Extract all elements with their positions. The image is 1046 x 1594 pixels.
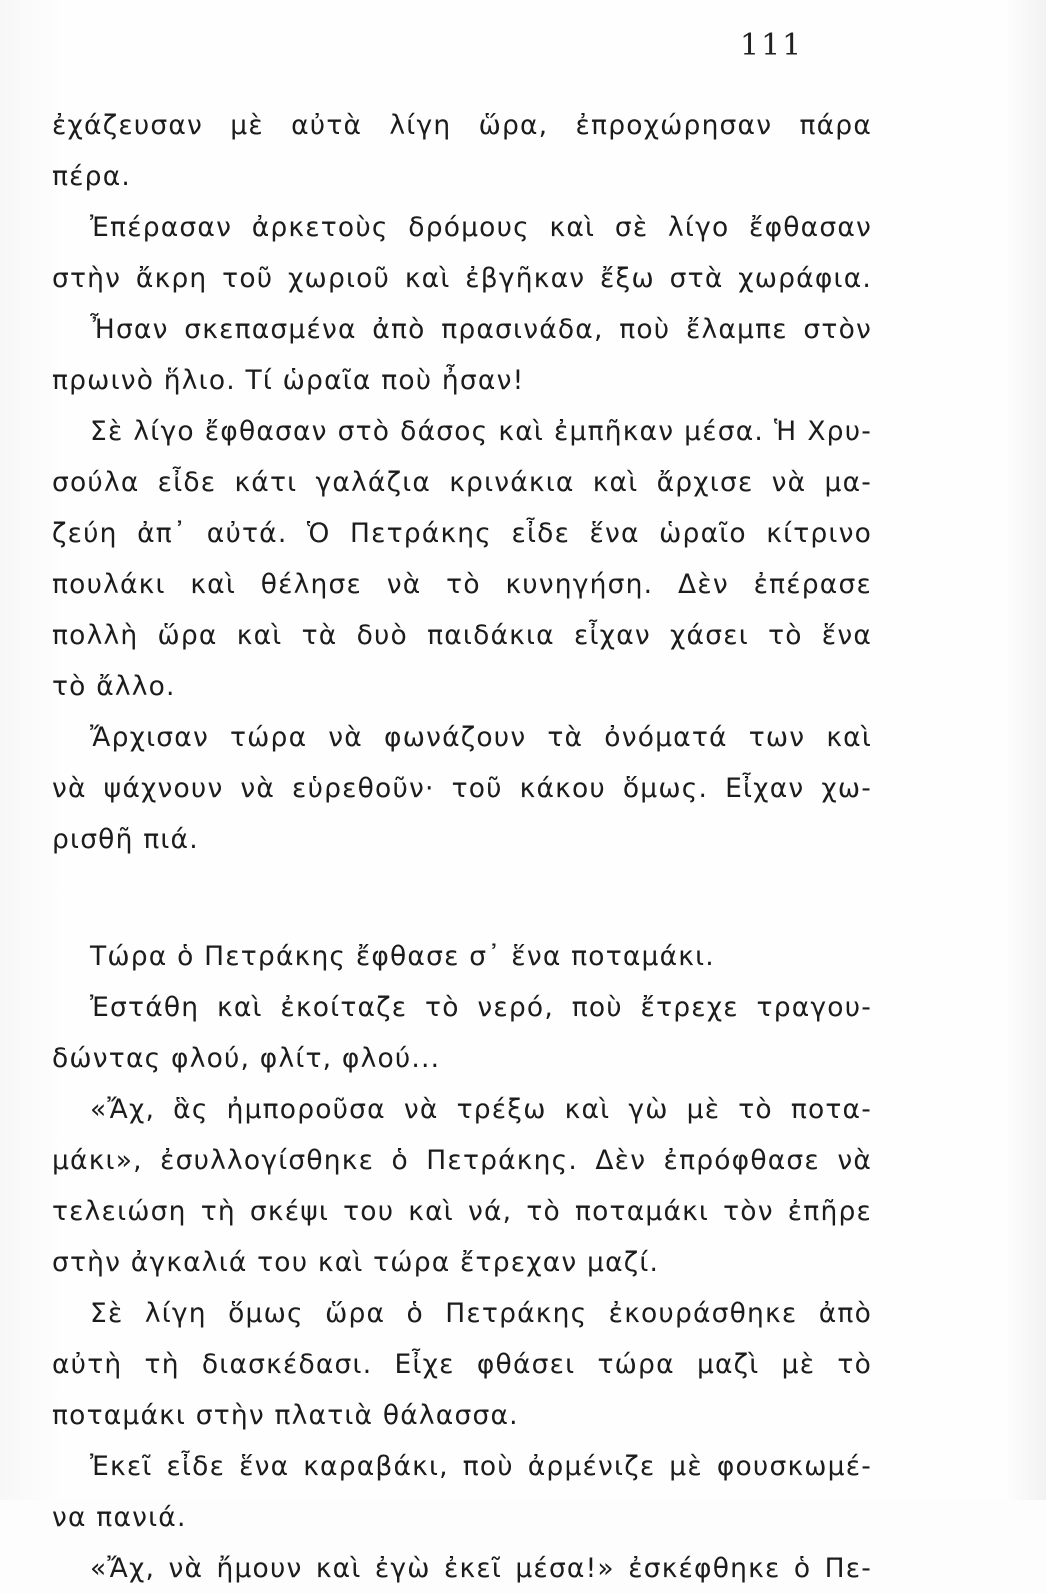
text-line: δώντας φλού, φλίτ, φλού... [52,1043,441,1074]
text-line: στὴν ἄκρη τοῦ χωριοῦ καὶ ἐβγῆκαν ἔξω στὰ χωράφια. [52,263,872,294]
page-number: 111 [740,28,804,63]
text-line: Τώρα ὁ Πετράκης ἔφθασε σ᾽ ἕνα ποταμάκι. [90,941,715,972]
text-line: πέρα. [52,161,131,192]
text-line: τὸ ἄλλο. [52,671,176,702]
text-line: ρισθῆ πιά. [52,824,199,855]
text-line: πουλάκι καὶ θέλησε νὰ τὸ κυνηγήση. Δὲν ἐπέρασε [52,569,872,600]
text-line: νὰ ψάχνουν νὰ εὑρεθοῦν· τοῦ κάκου ὅμως. Εἶχαν χω- [52,773,872,804]
body-text [52,100,872,1594]
text-line: ζεύη ἀπ᾽ αὐτά. Ὁ Πετράκης εἶδε ἕνα ὡραῖο κίτρινο [52,518,872,549]
text-line: Ἦσαν σκεπασμένα ἀπὸ πρασινάδα, ποὺ ἔλαμπε στὸν [90,314,872,345]
text-line: αὐτὴ τὴ διασκέδασι. Εἶχε φθάσει τώρα μαζὶ μὲ τὸ [52,1349,872,1380]
text-line: ποταμάκι στὴν πλατιὰ θάλασσα. [52,1400,519,1431]
text-line: Ἄρχισαν τώρα νὰ φωνάζουν τὰ ὀνόματά των καὶ [90,722,872,753]
text-line: «Ἄχ, ἃς ἠμποροῦσα νὰ τρέξω καὶ γὼ μὲ τὸ ποτα- [90,1094,872,1125]
text-line: «Ἄχ, νὰ ἤμουν καὶ ἐγὼ ἐκεῖ μέσα!» ἐσκέφθηκε ὁ Πε- [90,1553,872,1584]
paragraph-gap [52,865,872,931]
text-line: ἐχάζευσαν μὲ αὐτὰ λίγη ὥρα, ἐπροχώρησαν πάρα [52,110,872,141]
text-line: σούλα εἶδε κάτι γαλάζια κρινάκια καὶ ἄρχισε νὰ μα- [52,467,872,498]
text-line: Σὲ λίγο ἔφθασαν στὸ δάσος καὶ ἐμπῆκαν μέσα. Ἡ Χρυ- [90,416,872,447]
text-line: Ἐπέρασαν ἀρκετοὺς δρόμους καὶ σὲ λίγο ἔφθασαν [90,212,872,243]
text-line: Ἐστάθη καὶ ἐκοίταζε τὸ νερό, ποὺ ἔτρεχε τραγου- [90,992,872,1023]
text-line: τελειώση τὴ σκέψι του καὶ νά, τὸ ποταμάκι τὸν ἐπῆρε [52,1196,872,1227]
text-line: να πανιά. [52,1502,187,1533]
text-line: μάκι», ἐσυλλογίσθηκε ὁ Πετράκης. Δὲν ἐπρόφθασε νὰ [52,1145,872,1176]
text-line: πρωινὸ ἥλιο. Τί ὡραῖα ποὺ ἦσαν! [52,365,525,396]
text-line: Ἐκεῖ εἶδε ἕνα καραβάκι, ποὺ ἀρμένιζε μὲ φουσκωμέ- [90,1451,872,1482]
text-line: στὴν ἀγκαλιά του καὶ τώρα ἔτρεχαν μαζί. [52,1247,660,1278]
text-line: Σὲ λίγη ὅμως ὥρα ὁ Πετράκης ἐκουράσθηκε ἀπὸ [90,1298,872,1329]
text-line: πολλὴ ὥρα καὶ τὰ δυὸ παιδάκια εἶχαν χάσει τὸ ἕνα [52,620,872,651]
